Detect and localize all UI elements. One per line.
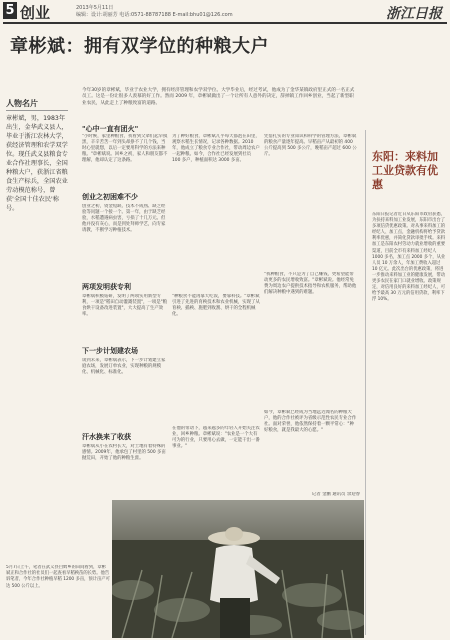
subhead-2: 创业之初困难不少 (82, 193, 138, 201)
lead-paragraph: 今年30岁的章彬斌，毕业于农业大学，拥有经济管理和农学双学位。大学毕业后，经过考试，他成为了金华某镇政府里正式的一名正式员工。这是一份让很多人羡慕的好工作。然而 2009 年，章彬斌做出了一个让所有人意外的决定，辞掉镇工作回乡创业，当起了新型职业农民，从此走上了种粮致富的道路。 (82, 88, 355, 106)
col1-paragraph-5: 谈到未来，章彬斌表示，下一步计划建立家庭农场，发展订单农业，实现种粮的规模化、机械化、标准化。 (82, 358, 166, 376)
col1-paragraph-2: "小时候，家里种粮食，我看到父辈们起早摸黑，辛辛苦苦一年到头却挣不了几个钱，当时心里就想，以后一定要用科学的方法来种粮。"章彬斌说。回乡之初，家人和朋友都不理解，他却认定了这条路。 (82, 134, 168, 164)
col3-paragraph-1: 凭借扎实的专业知识和科学的管理方法，章彬斌的粮食产量逐年提高。早稻亩产从最初的 400 公斤提高到 500 多公斤，晚稻亩产超过 600 公斤。 (264, 134, 357, 158)
profile-divider (6, 110, 68, 111)
subhead-1: "心中一直有团火" (82, 125, 139, 133)
subhead-3: 两项发明获专利 (82, 283, 131, 291)
farm-photo (112, 500, 364, 638)
date-line: 2013年5月11日 (76, 5, 114, 11)
col2-paragraph-1: 为了种好粮食，章彬斌几乎每天都泡在田里，观察水稻生长情况，记录各种数据。2010 年，他成立了粮食专业合作社，带动周边农户一起种粮。如今，合作社已经发展到社员 100 多户，种植面积达 3000 多亩。 (172, 134, 260, 164)
header-rule (3, 22, 447, 24)
profile-text: 章彬斌，男，1983年出生，金华武义县人，毕业于浙江农林大学，获经济管理和农学双学位。现任武义县粮食专业合作社理事长，全国种粮大户，获浙江省粮食生产标兵，全国农业劳动模范称号，曾获'全国十佳农民'称号。 (6, 115, 68, 212)
sidebar-title: 东阳：来料加工业贷款有优惠 (372, 150, 438, 191)
col1-paragraph-3: 创业之初，资金短缺、技术不成熟、缺乏经验等问题一个接一个。第一年，由于缺乏经验，水稻遭遇病虫害，亏损了十几万元。但他并没有灰心，而是到处拜师学艺，向专家请教，不断学习种植技术。 (82, 204, 166, 234)
col2-paragraph-2: "种粮食不能再靠天吃饭，要靠科技。"章彬斌引进了先进的育秧技术和农业机械，实现了从育秧、插秧、施肥到收割、烘干的全程机械化。 (172, 294, 260, 318)
headline: 章彬斌：拥有双学位的种粮大户 (10, 36, 269, 57)
page-number: 5 (3, 2, 17, 19)
masthead-logo: 浙江日报 (386, 6, 442, 22)
section-title: 创业 (20, 4, 51, 22)
col3-author: 记者 金鹏 通讯员 余迎春 (311, 492, 360, 497)
photo-caption: 5月7日上午，笔者在武义县白姆乡的田间看到，章彬斌正和合作社的社员们一起查看早稻秧苗的长势。他告诉笔者，今年合作社种植早稻 1200 多亩，预计亩产可达 500 公斤以上。 (6, 565, 110, 589)
col3-paragraph-2: "我种粮食，不只是为了自己赚钱，更希望能带动更多的农民增收致富。"章彬斌说。他经常免费为周边农户提供技术指导和农机服务，帮助他们解决种粮中遇到的难题。 (264, 272, 357, 296)
subhead-4: 下一步计划建农场 (82, 347, 138, 355)
page-header (0, 0, 450, 22)
sidebar-text: 东阳日报记者近日从东阳市政府获悉，为扶持来料加工业发展，东阳市出台了多项信贷优惠政策。对从事来料加工的经纪人、加工点，金融机构将给予贷款利率优惠，并简化贷款审批手续。来料加工是东阳农村劳动力就业增收的重要渠道，目前全市有来料加工经纪人 1000 多名，加工点 2000 多个，从业人员 10 万余人，年加工费收入超过 10 亿元。此次出台的优惠政策，将进一步推动来料加工业的健康发展，带动更多农民在家门口就业增收。政策规定，对信用良好的来料加工经纪人，可给予最高 30 万元的信用贷款，利率下浮 10%。 (372, 212, 446, 303)
col3-paragraph-3: 如今，章彬斌已经成为当地远近闻名的种粮大户，他的合作社被评为省级示范性农民专业合作社。面对荣誉，他依然保持着一颗平常心："种好粮食，就是我最大的心愿。" (264, 410, 357, 434)
col1-paragraph-1: 章彬斌从小在农村长大，对土地有着特殊的感情。2009年，他承包了村里的 500 多亩抛荒田，开始了他的种粮生涯。 (82, 444, 166, 462)
profile-title: 人物名片 (6, 99, 38, 108)
sidebar-divider (365, 130, 366, 635)
editor-line: 编辑：设计:胡丽芳 电话:0571-88787188 E-mail:bhu01@126.com (76, 12, 233, 18)
subhead-5: 汗水换来了收获 (82, 433, 131, 441)
col1-paragraph-4: 章彬斌积极钻研，发明了两项实用新型专利，一项是"稻田自动灌溉装置"，一项是"粮食烘干设备改进装置"，大大提高了生产效率。 (82, 294, 168, 318)
col2-paragraph-3: 在他的带动下，越来越多的年轻人开始关注农业，回乡种粮。章彬斌说："农业是一个大有可为的行业，只要用心去做，一定能干出一番事业。" (172, 426, 260, 450)
